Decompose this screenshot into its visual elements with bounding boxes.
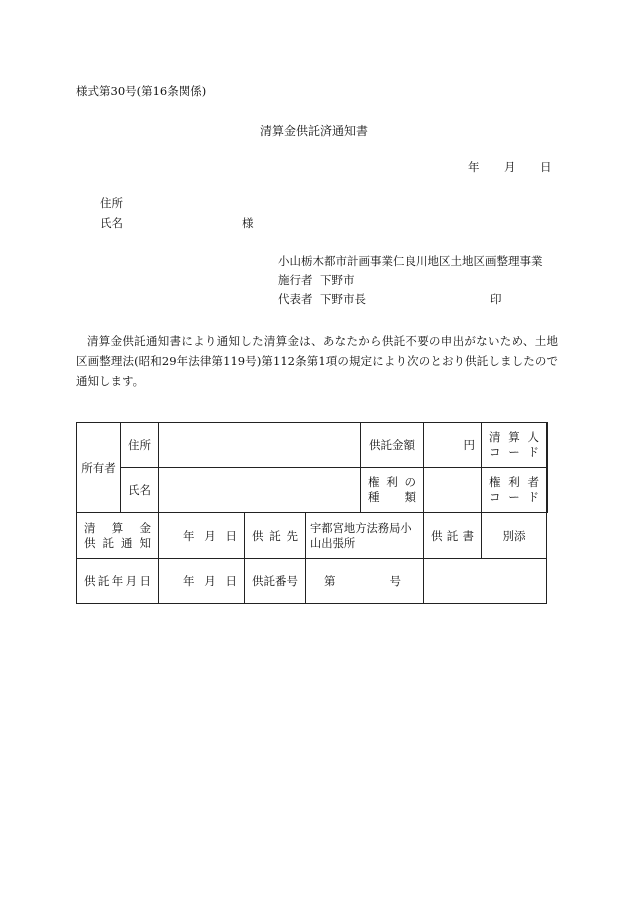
date-day: 日 [540, 160, 552, 174]
deposit-document-label: 供 託 書 [424, 513, 482, 559]
right-type-label: 権 利 の 種 類 [361, 468, 424, 513]
depositary-value: 宇都宮地方法務局小山出張所 [306, 513, 424, 559]
name-label: 氏名 [100, 216, 123, 230]
settlement-notice-date: 年 月 日 [159, 513, 245, 559]
deposit-number-value: 第 号 [306, 559, 424, 604]
address-label: 住所 [100, 196, 123, 210]
settlement-notice-label: 清 算 金 供 託 通 知 [77, 513, 159, 559]
seal-mark: 印 [490, 292, 502, 306]
executor-name: 下野市 [320, 273, 355, 287]
owner-address-label: 住所 [121, 423, 159, 468]
body-paragraph: 清算金供託通知書により通知した清算金は、あなたから供託不要の申出がないため、土地区画整理法(昭和29年法律第119号)第112条第1項の規定により次のとおり供託しましたので通知します。 [76, 334, 558, 388]
date-month: 月 [504, 160, 516, 174]
deposit-amount-label: 供託金額 [361, 423, 424, 468]
deposit-date-value: 年 月 日 [159, 559, 245, 604]
right-type-value [424, 468, 482, 513]
settlement-person-code-label: 清 算 人 コ ー ド [482, 423, 547, 468]
owner-name-label: 氏名 [121, 468, 159, 513]
depositary-label: 供 託 先 [245, 513, 306, 559]
form-number: 様式第30号(第16条関係) [76, 84, 207, 98]
deposit-table [76, 422, 548, 604]
deposit-number-label: 供 託 番 号 [245, 559, 306, 604]
right-holder-code-value [547, 468, 548, 513]
deposit-number-blank [424, 559, 547, 604]
executor-label: 施行者 [278, 273, 313, 287]
owner-name-value [159, 468, 361, 513]
deposit-document-value: 別添 [482, 513, 547, 559]
date-year: 年 [468, 160, 480, 174]
owner-label-cell: 所有者 [77, 423, 121, 513]
project-name: 小山栃木都市計画事業仁良川地区土地区画整理事業 [278, 254, 543, 268]
name-honorific: 様 [242, 216, 254, 230]
representative-name: 下野市長 [320, 292, 366, 306]
right-holder-code-label: 権 利 者 コ ー ド [482, 468, 547, 513]
settlement-person-code-value [547, 423, 548, 468]
owner-address-value [159, 423, 361, 468]
deposit-amount-value: 円 [424, 423, 482, 468]
representative-label: 代表者 [278, 292, 313, 306]
document-title: 清算金供託済通知書 [260, 124, 369, 138]
deposit-date-label: 供 託 年 月 日 [77, 559, 159, 604]
